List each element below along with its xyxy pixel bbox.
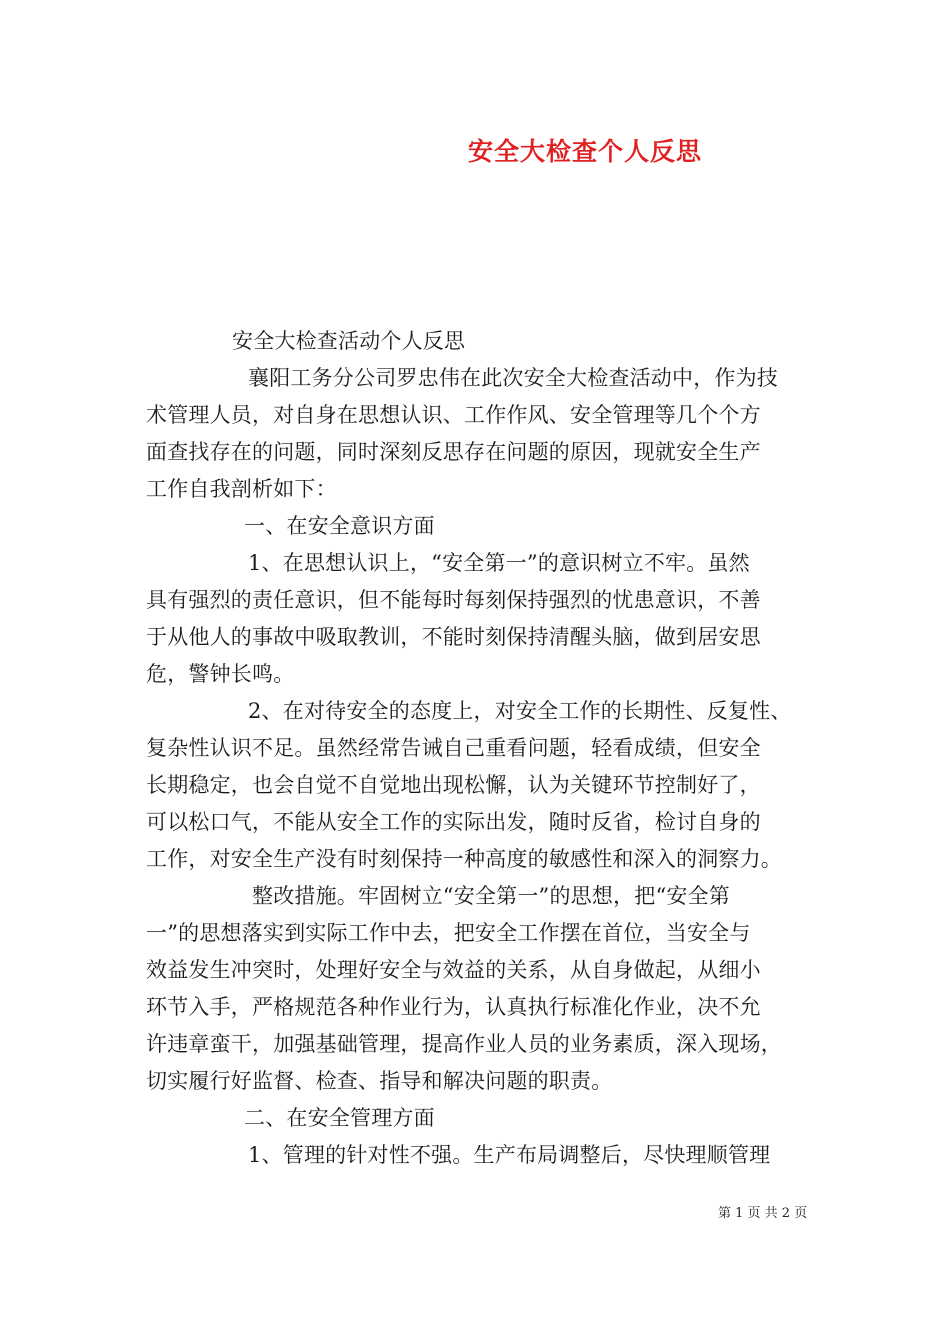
body-line: 一”的思想落实到实际工作中去，把安全工作摆在首位，当安全与 (146, 921, 751, 945)
paragraph-heading: 安全大检查活动个人反思 (232, 329, 466, 353)
body-line: 襄阳工务分公司罗忠伟在此次安全大检查活动中，作为技 (248, 366, 778, 390)
body-line: 1、管理的针对性不强。生产布局调整后，尽快理顺管理 (248, 1143, 771, 1167)
page-footer: 第 1 页 共 2 页 (718, 1206, 808, 1221)
body-line: 工作自我剖析如下： (146, 477, 337, 501)
body-line: 效益发生冲突时，处理好安全与效益的关系，从自身做起，从细小 (146, 958, 761, 982)
body-line: 可以松口气，不能从安全工作的实际出发，随时反省，检讨自身的 (146, 810, 761, 834)
body-line: 长期稳定，也会自觉不自觉地出现松懈，认为关键环节控制好了， (146, 773, 761, 797)
body-line: 环节入手，严格规范各种作业行为，认真执行标准化作业，决不允 (146, 995, 761, 1019)
body-line: 术管理人员，对自身在思想认识、工作作风、安全管理等几个个方 (146, 403, 761, 427)
body-line: 整改措施。牢固树立“安全第一”的思想，把“安全第 (252, 884, 731, 908)
body-line: 2、在对待安全的态度上，对安全工作的长期性、反复性、 (248, 699, 792, 723)
body-line: 1、在思想认识上，“安全第一”的意识树立不牢。虽然 (248, 551, 750, 575)
body-line: 危，警钟长鸣。 (146, 662, 295, 686)
document-title: 安全大检查个人反思 (468, 137, 703, 166)
section-heading: 二、在安全管理方面 (244, 1106, 435, 1130)
body-line: 切实履行好监督、检查、指导和解决问题的职责。 (146, 1069, 613, 1093)
body-line: 许违章蛮干，加强基础管理，提高作业人员的业务素质，深入现场， (146, 1032, 782, 1056)
body-line: 工作，对安全生产没有时刻保持一种高度的敏感性和深入的洞察力。 (146, 847, 782, 871)
body-line: 复杂性认识不足。虽然经常告诫自己重看问题，轻看成绩，但安全 (146, 736, 761, 760)
body-line: 具有强烈的责任意识，但不能每时每刻保持强烈的忧患意识，不善 (146, 588, 761, 612)
section-heading: 一、在安全意识方面 (244, 514, 435, 538)
body-line: 面查找存在的问题，同时深刻反思存在问题的原因，现就安全生产 (146, 440, 761, 464)
body-line: 于从他人的事故中吸取教训，不能时刻保持清醒头脑，做到居安思 (146, 625, 761, 649)
